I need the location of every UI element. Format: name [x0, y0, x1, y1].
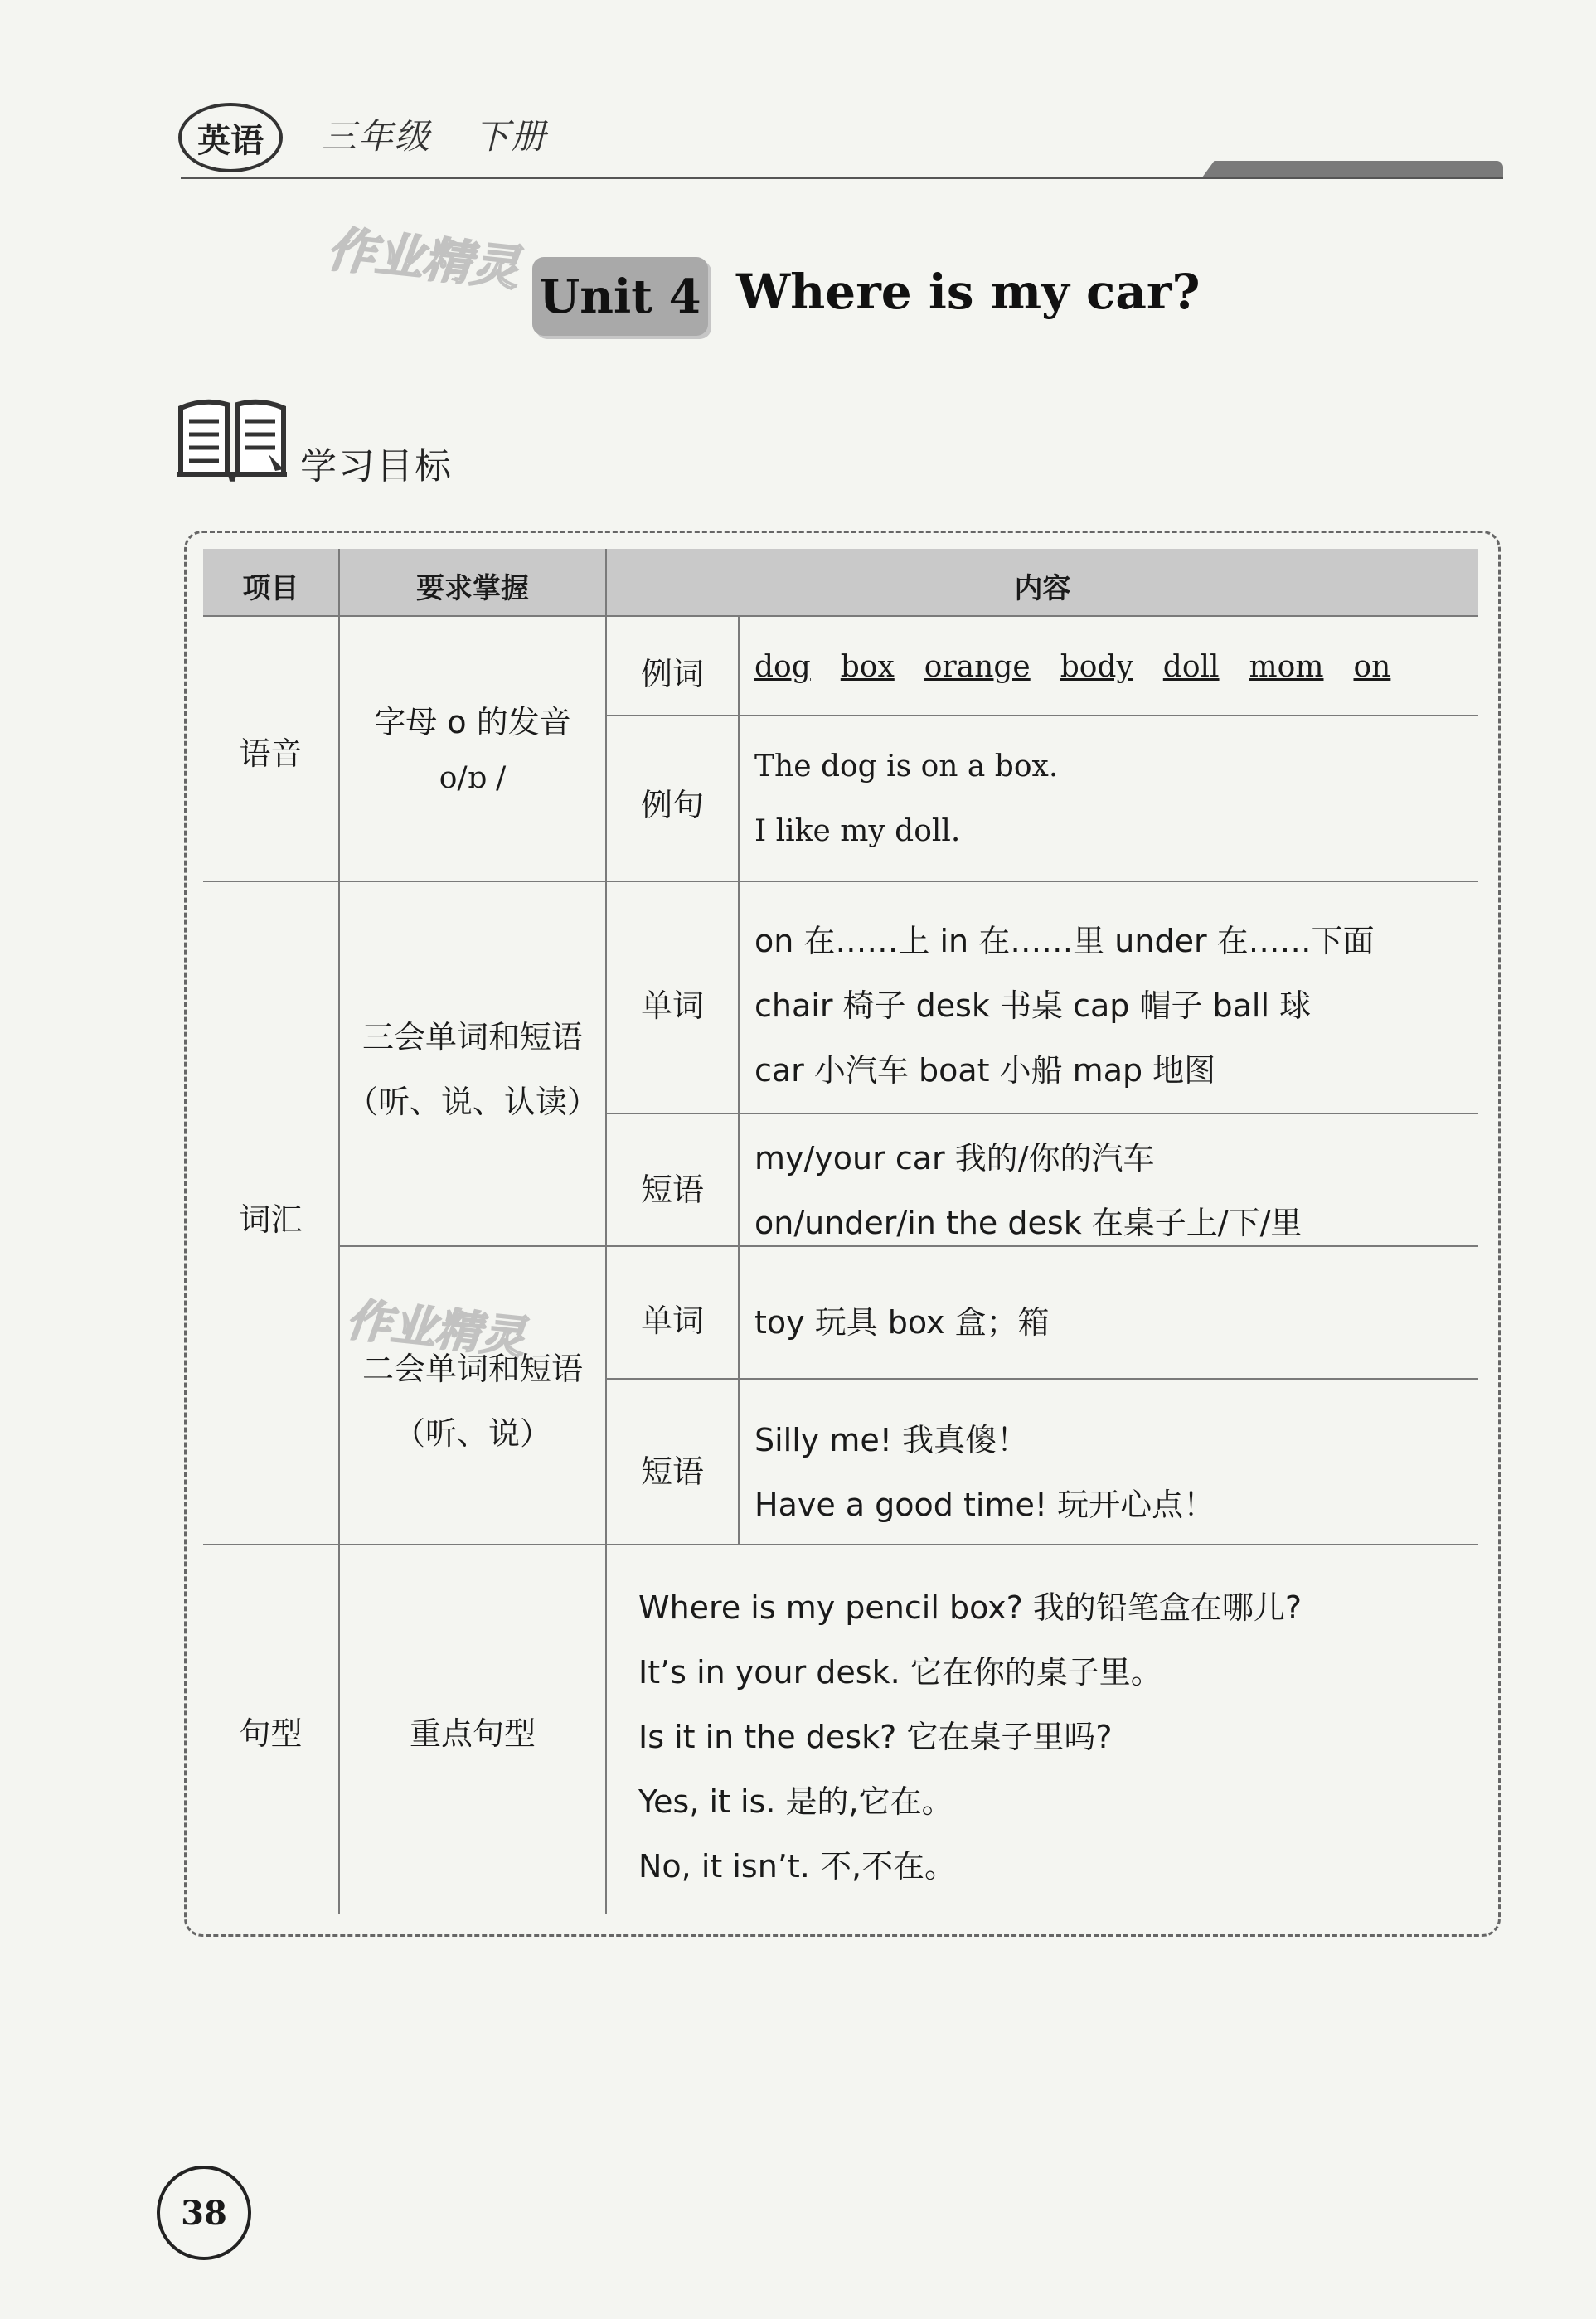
vocab-phrase: my/your car 我的/你的汽车 — [754, 1140, 1155, 1176]
category-vocab: 词汇 — [239, 1201, 303, 1238]
category-sentences: 句型 — [239, 1715, 303, 1752]
unit-title: Where is my car? — [736, 264, 1201, 320]
page-number: 38 — [157, 2166, 251, 2260]
vocab-group1-skills: （听、说、认读） — [346, 1084, 599, 1120]
vocab-group2-requirement: 二会单词和短语 — [361, 1351, 583, 1387]
row-divider — [605, 1378, 1478, 1380]
row-divider — [338, 1245, 1478, 1247]
example-word: body — [1060, 650, 1133, 684]
example-word: on — [1353, 650, 1391, 684]
vocab2-words-label: 单词 — [640, 1303, 704, 1339]
row-divider — [203, 881, 1478, 882]
example-sentences-label: 例句 — [640, 787, 704, 823]
table-header-category: 项目 — [242, 572, 299, 605]
sentence-line: It’s in your desk. 它在你的桌子里。 — [638, 1654, 1162, 1691]
section-heading: 学习目标 — [300, 445, 453, 488]
category-phonics: 语音 — [239, 735, 303, 772]
phonics-sound: o/ɒ / — [439, 761, 507, 795]
example-sentence: The dog is on a box. — [754, 750, 1059, 784]
row-divider — [605, 1113, 1478, 1114]
vocab-group2-skills: （听、说） — [393, 1415, 551, 1452]
vocab-group1-requirement: 三会单词和短语 — [361, 1019, 583, 1055]
header-accent-bar — [1202, 161, 1503, 177]
example-word: orange — [924, 650, 1031, 684]
example-word: doll — [1162, 650, 1220, 684]
open-book-icon — [176, 396, 289, 483]
example-word: box — [840, 650, 895, 684]
vocab-phrase: on/under/in the desk 在桌子上/下/里 — [754, 1205, 1303, 1241]
sentence-line: No, it isn’t. 不,不在。 — [638, 1848, 957, 1885]
sentence-line: Where is my pencil box? 我的铅笔盒在哪儿? — [638, 1589, 1303, 1626]
vocab2-words: toy 玩具 box 盒；箱 — [754, 1304, 1050, 1341]
subject-logo: 英语 — [178, 103, 283, 172]
vocab2-phrases-label: 短语 — [640, 1453, 704, 1490]
example-sentence: I like my doll. — [754, 814, 961, 848]
watermark: 作业精灵 — [343, 1293, 528, 1365]
table-header-requirement: 要求掌握 — [416, 572, 529, 605]
example-word: dog — [754, 650, 811, 684]
unit-badge: Unit 4 — [532, 257, 708, 336]
header-rule — [181, 177, 1503, 179]
sentence-line: Yes, it is. 是的,它在。 — [638, 1783, 953, 1820]
example-words — [754, 650, 1420, 684]
grade-label — [322, 109, 590, 159]
vocab-word-row: chair 椅子 desk 书桌 cap 帽子 ball 球 — [754, 987, 1312, 1024]
col-divider — [738, 615, 740, 1544]
row-divider — [203, 615, 1478, 617]
phonics-requirement: 字母 o 的发音 — [374, 704, 571, 740]
example-word: mom — [1249, 650, 1324, 684]
sentences-requirement: 重点句型 — [409, 1715, 536, 1752]
grade-text: 三年级 — [322, 116, 432, 157]
row-divider — [203, 1544, 1478, 1545]
vocab-words-label: 单词 — [640, 987, 704, 1024]
vocab2-phrase: Silly me! 我真傻！ — [754, 1422, 1029, 1458]
table-header-content: 内容 — [1014, 572, 1071, 605]
vocab-word-row: car 小汽车 boat 小船 map 地图 — [754, 1052, 1216, 1089]
example-words-label: 例词 — [640, 656, 704, 692]
watermark: 作业精灵 — [324, 221, 522, 297]
sentence-line: Is it in the desk? 它在桌子里吗? — [638, 1719, 1113, 1755]
col-divider — [605, 549, 607, 1914]
vocab2-phrase: Have a good time! 玩开心点！ — [754, 1487, 1215, 1523]
row-divider — [605, 715, 1478, 716]
volume-text: 下册 — [474, 116, 548, 157]
vocab-word-row: on 在……上 in 在……里 under 在……下面 — [754, 923, 1375, 959]
vocab-phrases-label: 短语 — [640, 1172, 704, 1208]
